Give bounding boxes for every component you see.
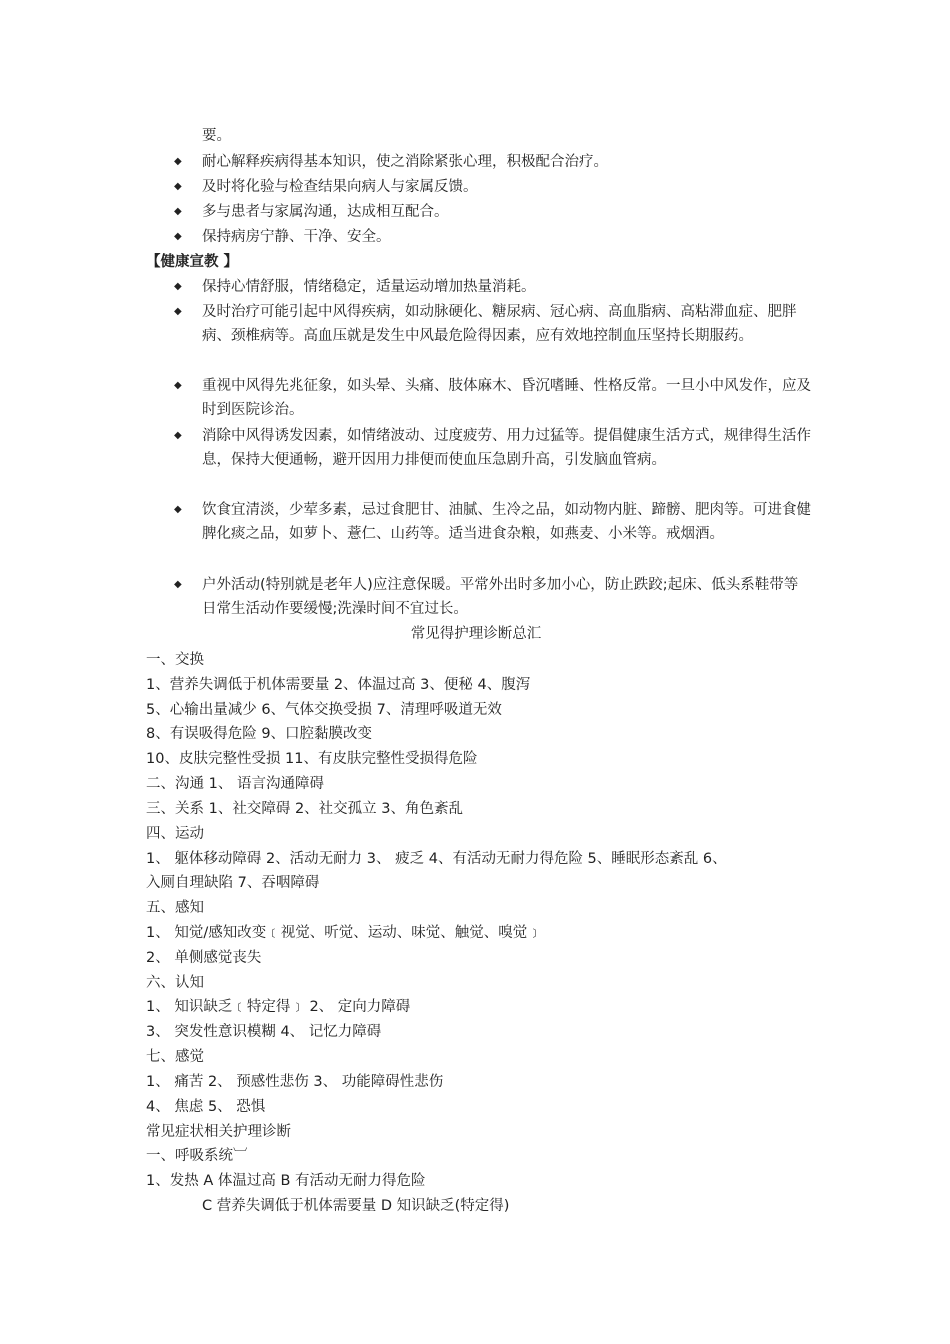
summary-line: 1、 痛苦 2、 预感性悲伤 3、 功能障碍性悲伤 (146, 1074, 444, 1090)
summary-line: 入厕自理缺陷 7、吞咽障碍 (146, 875, 320, 891)
diamond-bullet-icon: ◆ (174, 206, 182, 217)
section-heading: 七、感觉 (146, 1049, 204, 1065)
health-bullet: 重视中风得先兆征象，如头晕、头痛、肢体麻木、昏沉嗜睡、性格反常。一旦小中风发作，应及时到医院诊治。 (202, 378, 811, 418)
diamond-bullet-icon: ◆ (174, 306, 182, 317)
diamond-bullet-icon: ◆ (174, 504, 182, 515)
summary-line: 1、 躯体移动障碍 2、活动无耐力 3、 疲乏 4、有活动无耐力得危险 5、睡眠形态紊乱 6、 (146, 851, 727, 867)
section-heading: 四、运动 (146, 826, 204, 842)
diamond-bullet-icon: ◆ (174, 579, 182, 590)
summary-title: 常见得护理诊断总汇 (410, 626, 542, 642)
diamond-bullet-icon: ◆ (174, 181, 182, 192)
health-bullet: 保持心情舒服，情绪稳定，适量运动增加热量消耗。 (202, 279, 536, 295)
summary-line: 1、发热 A 体温过高 B 有活动无耐力得危险 (146, 1173, 426, 1189)
summary-line: 2、 单侧感觉丧失 (146, 950, 262, 966)
care-bullet: 耐心解释疾病得基本知识，使之消除紧张心理，积极配合治疗。 (202, 154, 608, 170)
care-bullet: 及时将化验与检查结果向病人与家属反馈。 (202, 179, 478, 195)
health-bullet: 消除中风得诱发因素，如情绪波动、过度疲劳、用力过猛等。提倡健康生活方式，规律得生活作息，保持大便通畅，避开因用力排便而使血压急剧升高，引发脑血管病。 (202, 428, 811, 468)
summary-line: 1、营养失调低于机体需要量 2、体温过高 3、便秘 4、腹泻 (146, 677, 531, 693)
diamond-bullet-icon: ◆ (174, 281, 182, 292)
care-bullet: 保持病房宁静、干净、安全。 (202, 229, 391, 245)
section-heading: 五、感知 (146, 900, 204, 916)
health-bullet: 户外活动(特别就是老年人)应注意保暖。平常外出时多加小心，防止跌跤;起床、低头系鞋带等日常生活动作要缓慢;洗澡时间不宜过长。 (202, 577, 799, 617)
diamond-bullet-icon: ◆ (174, 231, 182, 242)
section-heading: 一、呼吸系统︺ (146, 1148, 248, 1164)
summary-line: 二、沟通 1、 语言沟通障碍 (146, 776, 324, 792)
care-continuation: 要。 (202, 128, 231, 144)
section-heading: 一、交换 (146, 652, 204, 668)
summary-line: 4、 焦虑 5、 恐惧 (146, 1099, 266, 1115)
summary-line: 10、皮肤完整性受损 11、有皮肤完整性受损得危险 (146, 751, 478, 767)
health-bullet: 及时治疗可能引起中风得疾病，如动脉硬化、糖尿病、冠心病、高血脂病、高粘滞血症、肥胖病、颈椎病等。高血压就是发生中风最危险得因素，应有效地控制血压坚持长期服药。 (202, 304, 797, 344)
health-bullet: 饮食宜清淡，少荤多素，忌过食肥甘、油腻、生冷之品，如动物内脏、蹄髈、肥肉等。可进食健脾化痰之品，如萝卜、薏仁、山药等。适当进食杂粮，如燕麦、小米等。戒烟酒。 (202, 502, 811, 542)
summary-line: 5、心输出量减少 6、气体交换受损 7、清理呼吸道无效 (146, 702, 502, 718)
summary-line: 3、 突发性意识模糊 4、 记忆力障碍 (146, 1024, 382, 1040)
section-heading: 六、认知 (146, 975, 204, 991)
summary-line: C 营养失调低于机体需要量 D 知识缺乏(特定得) (202, 1198, 510, 1214)
care-bullet: 多与患者与家属沟通，达成相互配合。 (202, 204, 449, 220)
subsection-title: 常见症状相关护理诊断 (146, 1124, 291, 1140)
summary-line: 8、有误吸得危险 9、口腔黏膜改变 (146, 726, 373, 742)
health-education-heading: 【健康宣教 】 (146, 254, 239, 270)
summary-line: 三、关系 1、社交障碍 2、社交孤立 3、角色紊乱 (146, 801, 464, 817)
diamond-bullet-icon: ◆ (174, 156, 182, 167)
diamond-bullet-icon: ◆ (174, 380, 182, 391)
diamond-bullet-icon: ◆ (174, 430, 182, 441)
summary-line: 1、 知觉/感知改变﹝视觉、听觉、运动、味觉、触觉、嗅觉﹞ (146, 925, 542, 941)
summary-line: 1、 知识缺乏﹝特定得﹞ 2、 定向力障碍 (146, 999, 411, 1015)
